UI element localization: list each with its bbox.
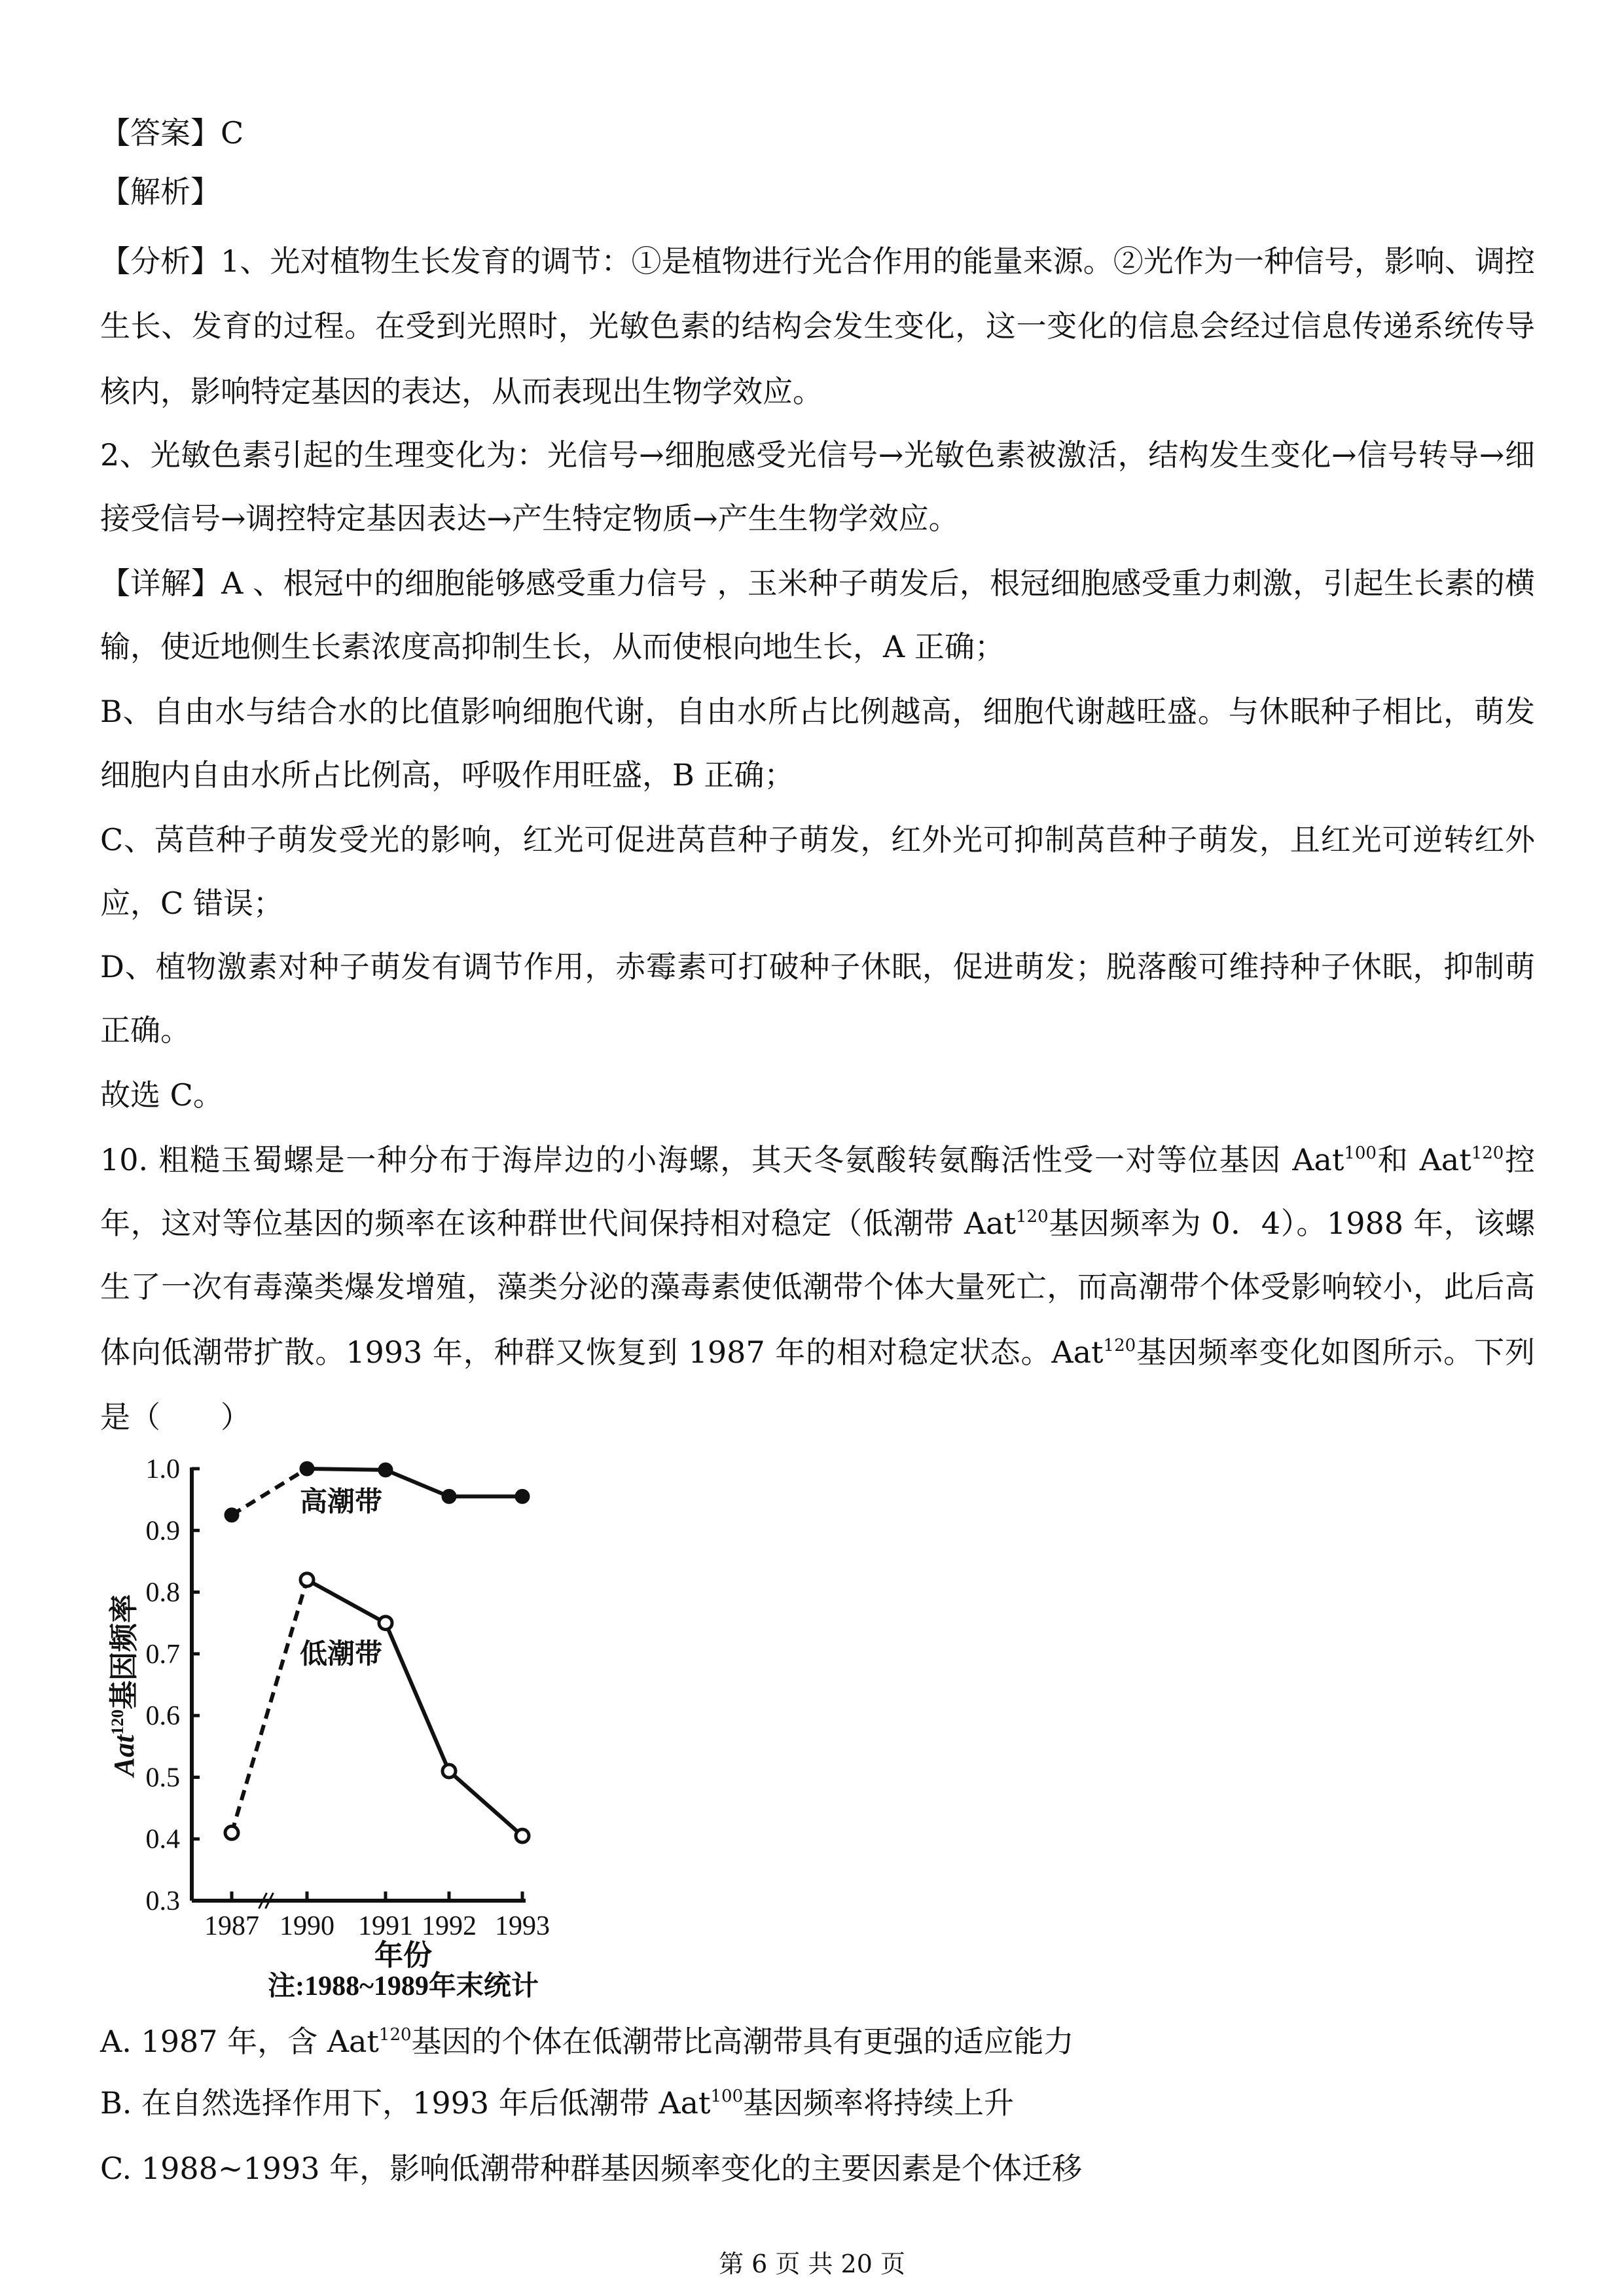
text-line	[100, 820, 1535, 859]
text-segment: 核内，影响特定基因的表达，从而表现出生物学效应。	[100, 374, 823, 409]
y-label-sup: 120	[108, 1709, 127, 1735]
y-tick-label: 0.5	[145, 1763, 180, 1793]
y-tick-label: 1.0	[145, 1454, 180, 1484]
superscript: 120	[1471, 1143, 1504, 1163]
text-line	[100, 1333, 1535, 1372]
superscript: 120	[1016, 1207, 1049, 1227]
text-segment: 控	[1504, 1142, 1535, 1177]
x-tick-label: 1991	[358, 1911, 413, 1941]
data-point	[379, 1617, 392, 1630]
text-segment: 细胞内自由水所占比例高，呼吸作用旺盛，B 正确；	[100, 757, 795, 793]
chart-note: 注:1988~1989年末统计	[268, 1971, 539, 2001]
text-segment: 10. 粗糙玉蜀螺是一种分布于海岸边的小海螺，其天冬氨酸转氨酶活性受一对等位基因 Aat	[100, 1142, 1344, 1177]
data-point	[300, 1573, 314, 1587]
x-tick-label: 1990	[280, 1911, 334, 1941]
text-segment: 2、光敏色素引起的生理变化为：光信号→细胞感受光信号→光敏色素被激活，结构发生变化→信号转导→细	[100, 437, 1535, 473]
x-tick-label: 1992	[422, 1911, 477, 1941]
series-line-segment	[386, 1470, 449, 1497]
superscript: 100	[1344, 1143, 1377, 1163]
y-tick-label: 0.7	[145, 1639, 180, 1670]
y-tick-label: 0.4	[145, 1824, 180, 1855]
text-segment: 应，C 错误；	[100, 886, 283, 921]
text-segment: 正确。	[100, 1013, 190, 1048]
superscript: 120	[1103, 1336, 1136, 1355]
text-segment: 和 Aat	[1376, 1142, 1471, 1177]
text-line	[100, 435, 1535, 475]
text-line	[100, 1075, 1535, 1115]
x-tick-label: 1987	[204, 1911, 259, 1941]
text-segment: 基因频率将持续上升	[743, 2085, 1015, 2121]
text-line	[100, 2149, 1535, 2188]
text-line	[100, 2083, 1535, 2123]
text-segment: 体向低潮带扩散。1993 年，种群又恢复到 1987 年的相对稳定状态。Aat	[100, 1335, 1104, 1370]
series-line-segment	[232, 1469, 307, 1515]
y-tick-label: 0.8	[145, 1577, 180, 1608]
series-label: 高潮带	[299, 1487, 383, 1518]
text-line	[100, 1267, 1535, 1306]
text-line	[100, 306, 1535, 346]
text-line	[100, 564, 1535, 603]
text-segment: 基因的个体在低潮带比高潮带具有更强的适应能力	[411, 2024, 1074, 2059]
text-line	[100, 1204, 1535, 1243]
data-point	[225, 1826, 238, 1839]
text-line	[100, 755, 1535, 795]
text-line	[100, 2022, 1535, 2061]
data-point	[226, 1509, 238, 1521]
text-line	[100, 172, 1535, 211]
y-tick-label: 0.9	[145, 1516, 180, 1547]
data-point	[442, 1765, 456, 1778]
text-line	[100, 1140, 1535, 1179]
page-footer: 第 6 页 共 20 页	[719, 2250, 905, 2278]
text-segment: C、莴苣种子萌发受光的影响，红光可促进莴苣种子萌发，红外光可抑制莴苣种子萌发，且红光可逆转红外	[100, 822, 1535, 857]
y-tick-label: 0.6	[145, 1701, 180, 1732]
text-segment: B. 在自然选择作用下，1993 年后低潮带 Aat	[100, 2085, 711, 2121]
data-point	[301, 1463, 313, 1475]
data-point	[443, 1490, 455, 1502]
text-segment: A. 1987 年，含 Aat	[100, 2024, 379, 2059]
text-segment: 输，使近地侧生长素浓度高抑制生长，从而使根向地生长，A 正确；	[100, 629, 1005, 664]
series-line-segment	[307, 1580, 386, 1623]
text-segment: 接受信号→调控特定基因表达→产生特定物质→产生生物学效应。	[100, 501, 959, 536]
text-segment: D、植物激素对种子萌发有调节作用，赤霉素可打破种子休眠，促进萌发；脱落酸可维持种子休眠，抑制萌	[100, 949, 1535, 984]
text-line	[100, 372, 1535, 411]
gene-frequency-chart	[98, 1427, 596, 2016]
text-line	[100, 884, 1535, 923]
text-segment: 是（ ）	[100, 1399, 251, 1435]
text-segment: 【详解】A 、根冠中的细胞能够感受重力信号 ，玉米种子萌发后，根冠细胞感受重力刺激，引起生长素的横	[100, 565, 1535, 601]
text-segment: 基因频率为 0．4）。1988 年，该螺	[1048, 1206, 1535, 1241]
y-label-rest: 基因频率	[108, 1594, 140, 1710]
text-line	[100, 947, 1535, 986]
text-segment: 生长、发育的过程。在受到光照时，光敏色素的结构会发生变化，这一变化的信息会经过信息传递系统传导	[100, 308, 1535, 344]
y-label-italic: Aat	[108, 1734, 140, 1777]
text-segment: C. 1988~1993 年，影响低潮带种群基因频率变化的主要因素是个体迁移	[100, 2151, 1083, 2186]
text-line	[100, 113, 1535, 152]
y-tick-label: 0.3	[145, 1886, 180, 1916]
text-segment: 年，这对等位基因的频率在该种群世代间保持相对稳定（低潮带 Aat	[100, 1206, 1016, 1241]
series-line-segment	[386, 1623, 449, 1771]
data-point	[516, 1490, 528, 1502]
series-line-segment	[232, 1580, 307, 1833]
text-segment: 【分析】1、光对植物生长发育的调节：①是植物进行光合作用的能量来源。②光作为一种信号，影响、调控	[100, 243, 1535, 279]
series-line-segment	[449, 1771, 522, 1836]
text-line	[100, 242, 1535, 281]
text-line	[100, 1011, 1535, 1050]
text-line	[100, 692, 1535, 731]
text-segment: 【解析】	[100, 174, 221, 209]
x-tick-label: 1993	[495, 1911, 550, 1941]
text-segment: 【答案】C	[100, 115, 244, 151]
text-segment: 基因频率变化如图所示。下列	[1136, 1335, 1535, 1370]
x-axis-label: 年份	[374, 1939, 432, 1971]
series-label: 低潮带	[299, 1639, 383, 1670]
text-segment: 故选 C。	[100, 1077, 223, 1113]
data-point	[380, 1464, 391, 1476]
text-line	[100, 627, 1535, 666]
text-line	[100, 499, 1535, 538]
series-line-segment	[307, 1469, 386, 1470]
y-axis-label	[108, 1594, 140, 1779]
data-point	[516, 1829, 529, 1842]
text-segment: 生了一次有毒藻类爆发增殖，藻类分泌的藻毒素使低潮带个体大量死亡，而高潮带个体受影响较小，此后高	[100, 1269, 1535, 1304]
text-segment: B、自由水与结合水的比值影响细胞代谢，自由水所占比例越高，细胞代谢越旺盛。与休眠种子相比，萌发	[100, 694, 1535, 729]
superscript: 100	[710, 2087, 744, 2106]
superscript: 120	[378, 2025, 412, 2045]
